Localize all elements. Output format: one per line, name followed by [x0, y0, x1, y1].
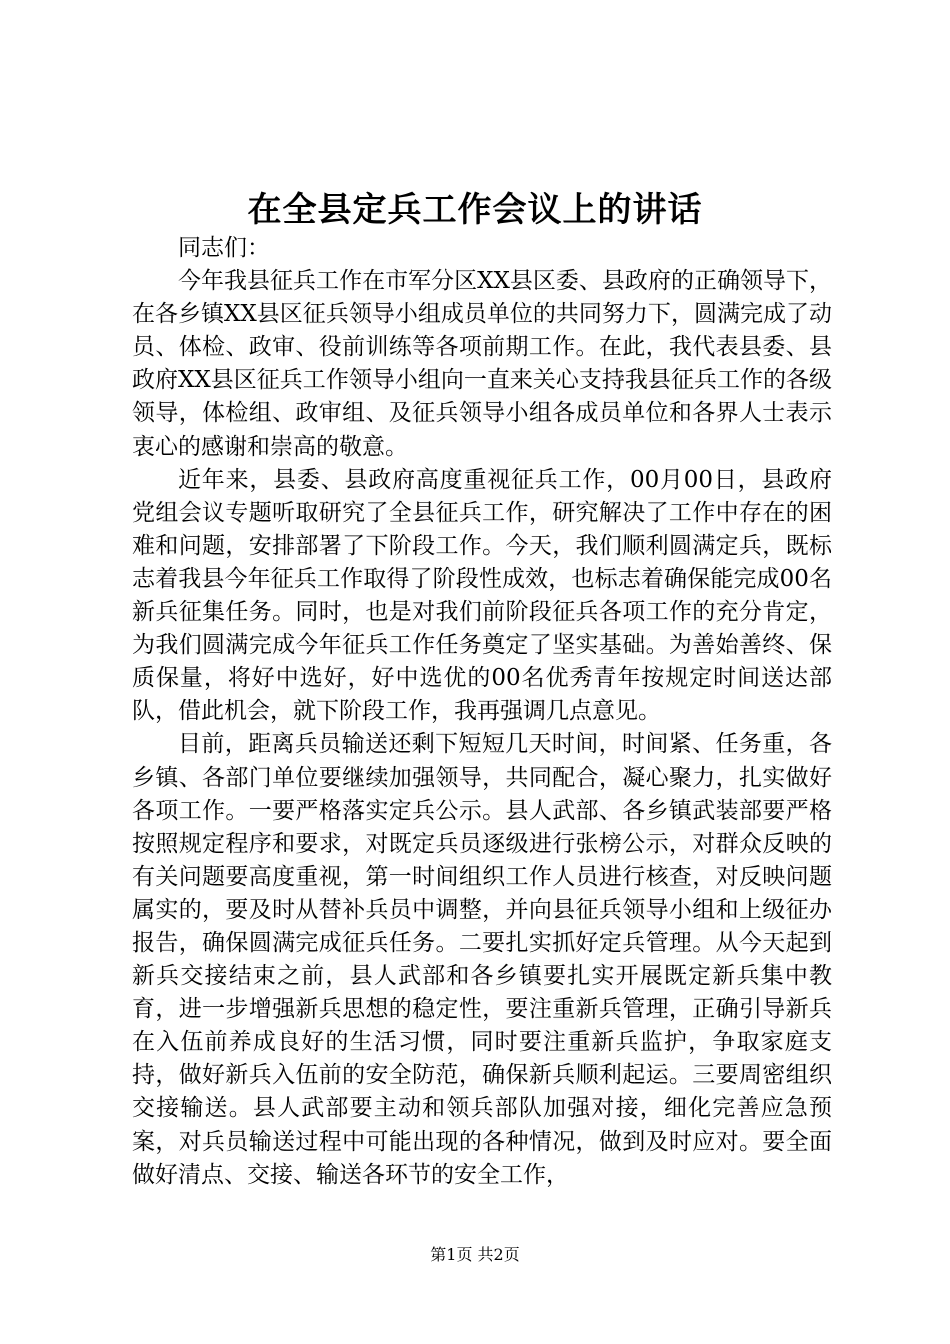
paragraph-3: 目前，距离兵员输送还剩下短短几天时间，时间紧、任务重，各乡镇、各部门单位要继续加强领导，共同配合，凝心聚力，扎实做好各项工作。一要严格落实定兵公示。县人武部、各乡镇武装部要严格按照规定程序和要求，对既定兵员逐级进行张榜公示，对群众反映的有关问题要高度重视，第一时间组织工作人员进行核查，对反映问题属实的，要及时从替补兵员中调整，并向县征兵领导小组和上级征办报告，确保圆满完成征兵任务。二要扎实抓好定兵管理。从今天起到新兵交接结束之前，县人武部和各乡镇要扎实开展既定新兵集中教育，进一步增强新兵思想的稳定性，要注重新兵管理，正确引导新兵在入伍前养成良好的生活习惯，同时要注重新兵监护，争取家庭支持，做好新兵入伍前的安全防范，确保新兵顺利起运。三要周密组织交接输送。县人武部要主动和领兵部队加强对接，细化完善应急预案，对兵员输送过程中可能出现的各种情况，做到及时应对。要全面做好清点、交接、输送各环节的安全工作，	[132, 731, 832, 1188]
salutation: 同志们：	[178, 235, 270, 261]
document-body	[132, 232, 832, 1192]
paragraph-2: 近年来，县委、县政府高度重视征兵工作，00月00日，县政府党组会议专题听取研究了全县征兵工作，研究解决了工作中存在的困难和问题，安排部署了下阶段工作。今天，我们顺利圆满定兵，既标志着我县今年征兵工作取得了阶段性成效，也标志着确保能完成00名新兵征集任务。同时，也是对我们前阶段征兵各项工作的充分肯定，为我们圆满完成今年征兵工作任务奠定了坚实基础。为善始善终、保质保量，将好中选好，好中选优的00名优秀青年按规定时间送达部队，借此机会，就下阶段工作，我再强调几点意见。	[132, 466, 832, 725]
page-footer: 第1页 共2页	[430, 1245, 520, 1264]
paragraph-1: 今年我县征兵工作在市军分区XX县区委、县政府的正确领导下，在各乡镇XX县区征兵领导小组成员单位的共同努力下，圆满完成了动员、体检、政审、役前训练等各项前期工作。在此，我代表县委、县政府XX县区征兵工作领导小组向一直来关心支持我县征兵工作的各级领导，体检组、政审组、及征兵领导小组各成员单位和各界人士表示衷心的感谢和崇高的敬意。	[132, 268, 832, 460]
document-title: 在全县定兵工作会议上的讲话	[247, 190, 703, 230]
